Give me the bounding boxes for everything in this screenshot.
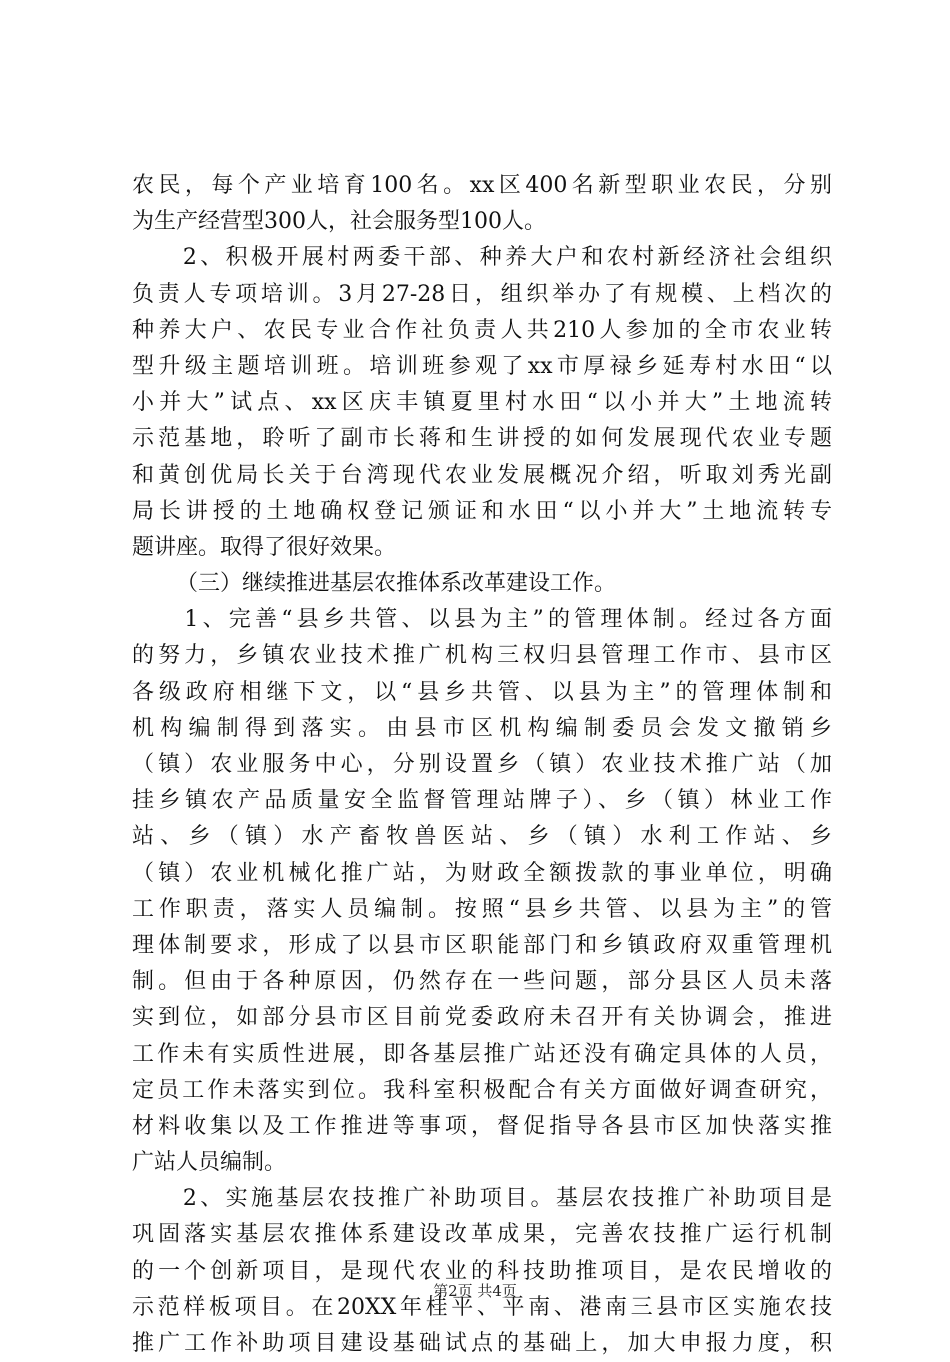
document-body [132,168,832,1362]
page-footer [0,1280,950,1301]
text-line: 广站人员编制。 [132,1150,287,1176]
text-line: 推广工作补助项目建设基础试点的基础上，加大申报力度，积 [132,1331,832,1356]
text-line: 2、实施基层农技推广补助项目。基层农技推广补助项目是 [132,1186,832,1212]
text-line: 2、积极开展村两委干部、种养大户和农村新经济社会组织 [132,245,832,271]
text-line: 工作未有实质性进展，即各基层推广站还没有确定具体的人员， [132,1041,832,1067]
page-number: 第2页 共4页 [433,1282,517,1300]
text-line: 机构编制得到落实。由县市区机构编制委员会发文撤销乡 [132,715,832,741]
text-line: 的一个创新项目，是现代农业的科技助推项目，是农民增收的 [132,1258,832,1284]
text-line: 挂乡镇农产品质量安全监督管理站牌子）、乡（镇）林业工作 [132,788,832,814]
text-line: 负责人专项培训。3月27-28日，组织举办了有规模、上档次的 [132,281,832,307]
text-line: 种养大户、农民专业合作社负责人共210人参加的全市农业转 [132,317,832,343]
text-line: 1、完善“县乡共管、以县为主”的管理体制。经过各方面 [132,607,832,633]
text-line: 制。但由于各种原因，仍然存在一些问题，部分县区人员未落 [132,969,832,995]
text-line: 局长讲授的土地确权登记颁证和水田“以小并大”土地流转专 [132,498,832,524]
text-line: 定员工作未落实到位。我科室积极配合有关方面做好调查研究， [132,1077,832,1103]
text-line: 示范样板项目。在20XX年桂平、平南、港南三县市区实施农技 [132,1294,832,1320]
text-line: 材料收集以及工作推进等事项，督促指导各县市区加快落实推 [132,1113,832,1139]
text-line: 实到位，如部分县市区目前党委政府未召开有关协调会，推进 [132,1005,832,1031]
text-line: 型升级主题培训班。培训班参观了xx市厚禄乡延寿村水田“以 [132,353,832,379]
text-line: 理体制要求，形成了以县市区职能部门和乡镇政府双重管理机 [132,932,832,958]
text-line: 工作职责，落实人员编制。按照“县乡共管、以县为主”的管 [132,896,832,922]
text-line: （镇）农业机械化推广站，为财政全额拨款的事业单位，明确 [132,860,832,886]
text-line: 各级政府相继下文，以“县乡共管、以县为主”的管理体制和 [132,679,832,705]
text-line: 为生产经营型300人，社会服务型100人。 [132,209,546,235]
section-heading: （三）继续推进基层农推体系改革建设工作。 [176,571,617,597]
text-line: 和黄创优局长关于台湾现代农业发展概况介绍，听取刘秀光副 [132,462,832,488]
text-line: 示范基地，聆听了副市长蒋和生讲授的如何发展现代农业专题 [132,426,832,452]
text-line: 巩固落实基层农推体系建设改革成果，完善农技推广运行机制 [132,1222,832,1248]
text-line: 农民，每个产业培育100名。xx区400名新型职业农民，分别 [132,173,832,198]
text-line: 小并大”试点、xx区庆丰镇夏里村水田“以小并大”土地流转 [132,390,832,416]
text-line: （镇）农业服务中心，分别设置乡（镇）农业技术推广站（加 [132,752,832,777]
text-line: 题讲座。取得了很好效果。 [132,534,397,560]
text-line: 站、乡（镇）水产畜牧兽医站、乡（镇）水利工作站、乡 [132,824,832,850]
text-line: 的努力，乡镇农业技术推广机构三权归县管理工作市、县市区 [132,643,832,669]
